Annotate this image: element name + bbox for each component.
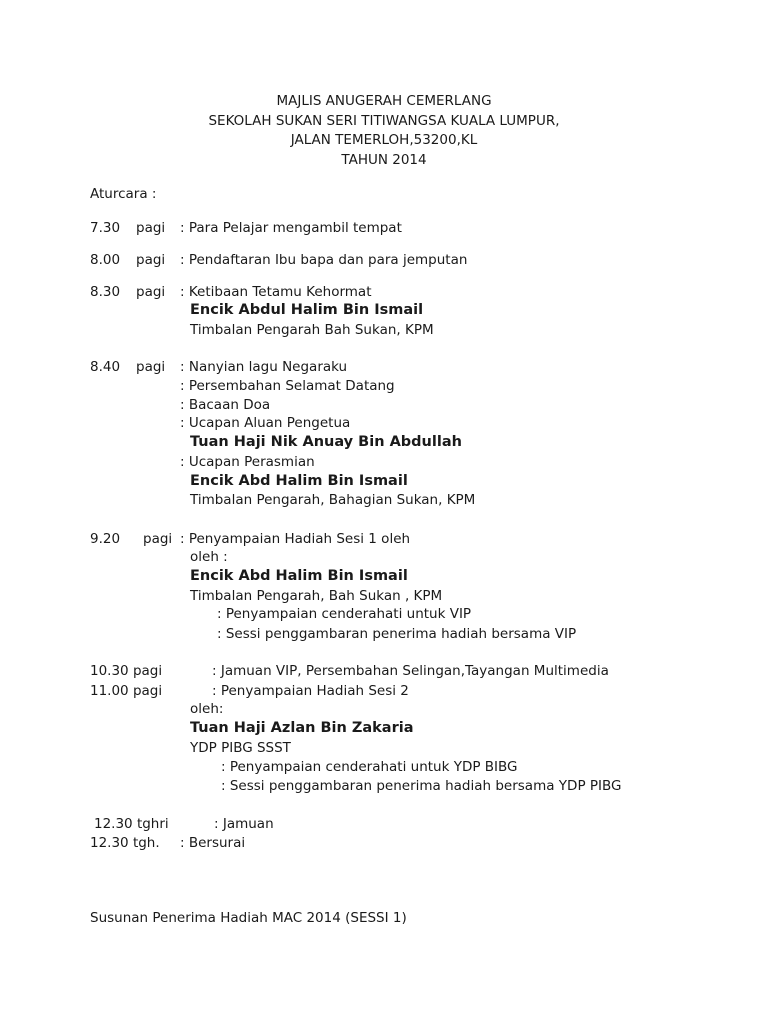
guest-name: Encik Abd Halim Bin Ismail: [190, 473, 408, 489]
schedule-activity: : Pendaftaran Ibu bapa dan para jemputan: [180, 252, 468, 268]
oleh-label: oleh:: [190, 701, 224, 717]
schedule-activity: : Persembahan Selamat Datang: [180, 378, 395, 394]
aturcara-label: Aturcara :: [90, 186, 157, 202]
schedule-time: 10.30 pagi: [90, 663, 163, 679]
schedule-time: 12.30 tgh.: [90, 835, 160, 851]
schedule-activity: : Penyampaian Hadiah Sesi 1 oleh: [180, 531, 411, 547]
schedule-time: 12.30 tghri: [94, 816, 169, 832]
schedule-period: pagi: [136, 220, 166, 236]
guest-name: Encik Abd Halim Bin Ismail: [190, 568, 408, 584]
sub-activity: : Sessi penggambaran penerima hadiah bersama YDP PIBG: [221, 778, 622, 794]
schedule-time: 8.30: [90, 284, 121, 300]
guest-name: Tuan Haji Nik Anuay Bin Abdullah: [190, 434, 462, 450]
schedule-period: pagi: [143, 531, 173, 547]
oleh-label: oleh :: [190, 549, 228, 565]
guest-title: YDP PIBG SSST: [190, 740, 291, 756]
schedule-activity: : Bacaan Doa: [180, 397, 271, 413]
schedule-time: 8.00: [90, 252, 121, 268]
sub-activity: : Penyampaian cenderahati untuk YDP BIBG: [221, 759, 518, 775]
document-header: [0, 92, 768, 170]
section-heading: Susunan Penerima Hadiah MAC 2014 (SESSI 1): [90, 910, 407, 926]
schedule-period: pagi: [136, 252, 166, 268]
guest-title: Timbalan Pengarah, Bahagian Sukan, KPM: [190, 492, 476, 508]
sub-activity: : Sessi penggambaran penerima hadiah bersama VIP: [217, 626, 577, 642]
schedule-activity: : Jamuan: [214, 816, 274, 832]
guest-name: Encik Abdul Halim Bin Ismail: [190, 302, 424, 318]
schedule-activity: : Jamuan VIP, Persembahan Selingan,Tayangan Multimedia: [212, 663, 609, 679]
schedule-activity: : Nanyian lagu Negaraku: [180, 359, 348, 375]
guest-name: Tuan Haji Azlan Bin Zakaria: [190, 720, 414, 736]
schedule-time: 7.30: [90, 220, 121, 236]
schedule-activity: : Ketibaan Tetamu Kehormat: [180, 284, 372, 300]
schedule-time: 11.00 pagi: [90, 683, 163, 699]
schedule-time: 9.20: [90, 531, 121, 547]
schedule-activity: : Ucapan Perasmian: [180, 454, 315, 470]
schedule-period: pagi: [136, 284, 166, 300]
guest-title: Timbalan Pengarah Bah Sukan, KPM: [190, 322, 434, 338]
schedule-period: pagi: [136, 359, 166, 375]
schedule-activity: : Ucapan Aluan Pengetua: [180, 415, 351, 431]
guest-title: Timbalan Pengarah, Bah Sukan , KPM: [190, 588, 443, 604]
schedule-activity: : Penyampaian Hadiah Sesi 2: [212, 683, 409, 699]
schedule-activity: : Bersurai: [180, 835, 246, 851]
schedule-activity: : Para Pelajar mengambil tempat: [180, 220, 402, 236]
schedule-time: 8.40: [90, 359, 121, 375]
header-school: SEKOLAH SUKAN SERI TITIWANGSA KUALA LUMPUR,: [208, 112, 560, 129]
sub-activity: : Penyampaian cenderahati untuk VIP: [217, 606, 472, 622]
header-title: MAJLIS ANUGERAH CEMERLANG: [276, 93, 492, 109]
header-address: JALAN TEMERLOH,53200,KL: [290, 132, 478, 148]
header-year: TAHUN 2014: [341, 151, 427, 168]
